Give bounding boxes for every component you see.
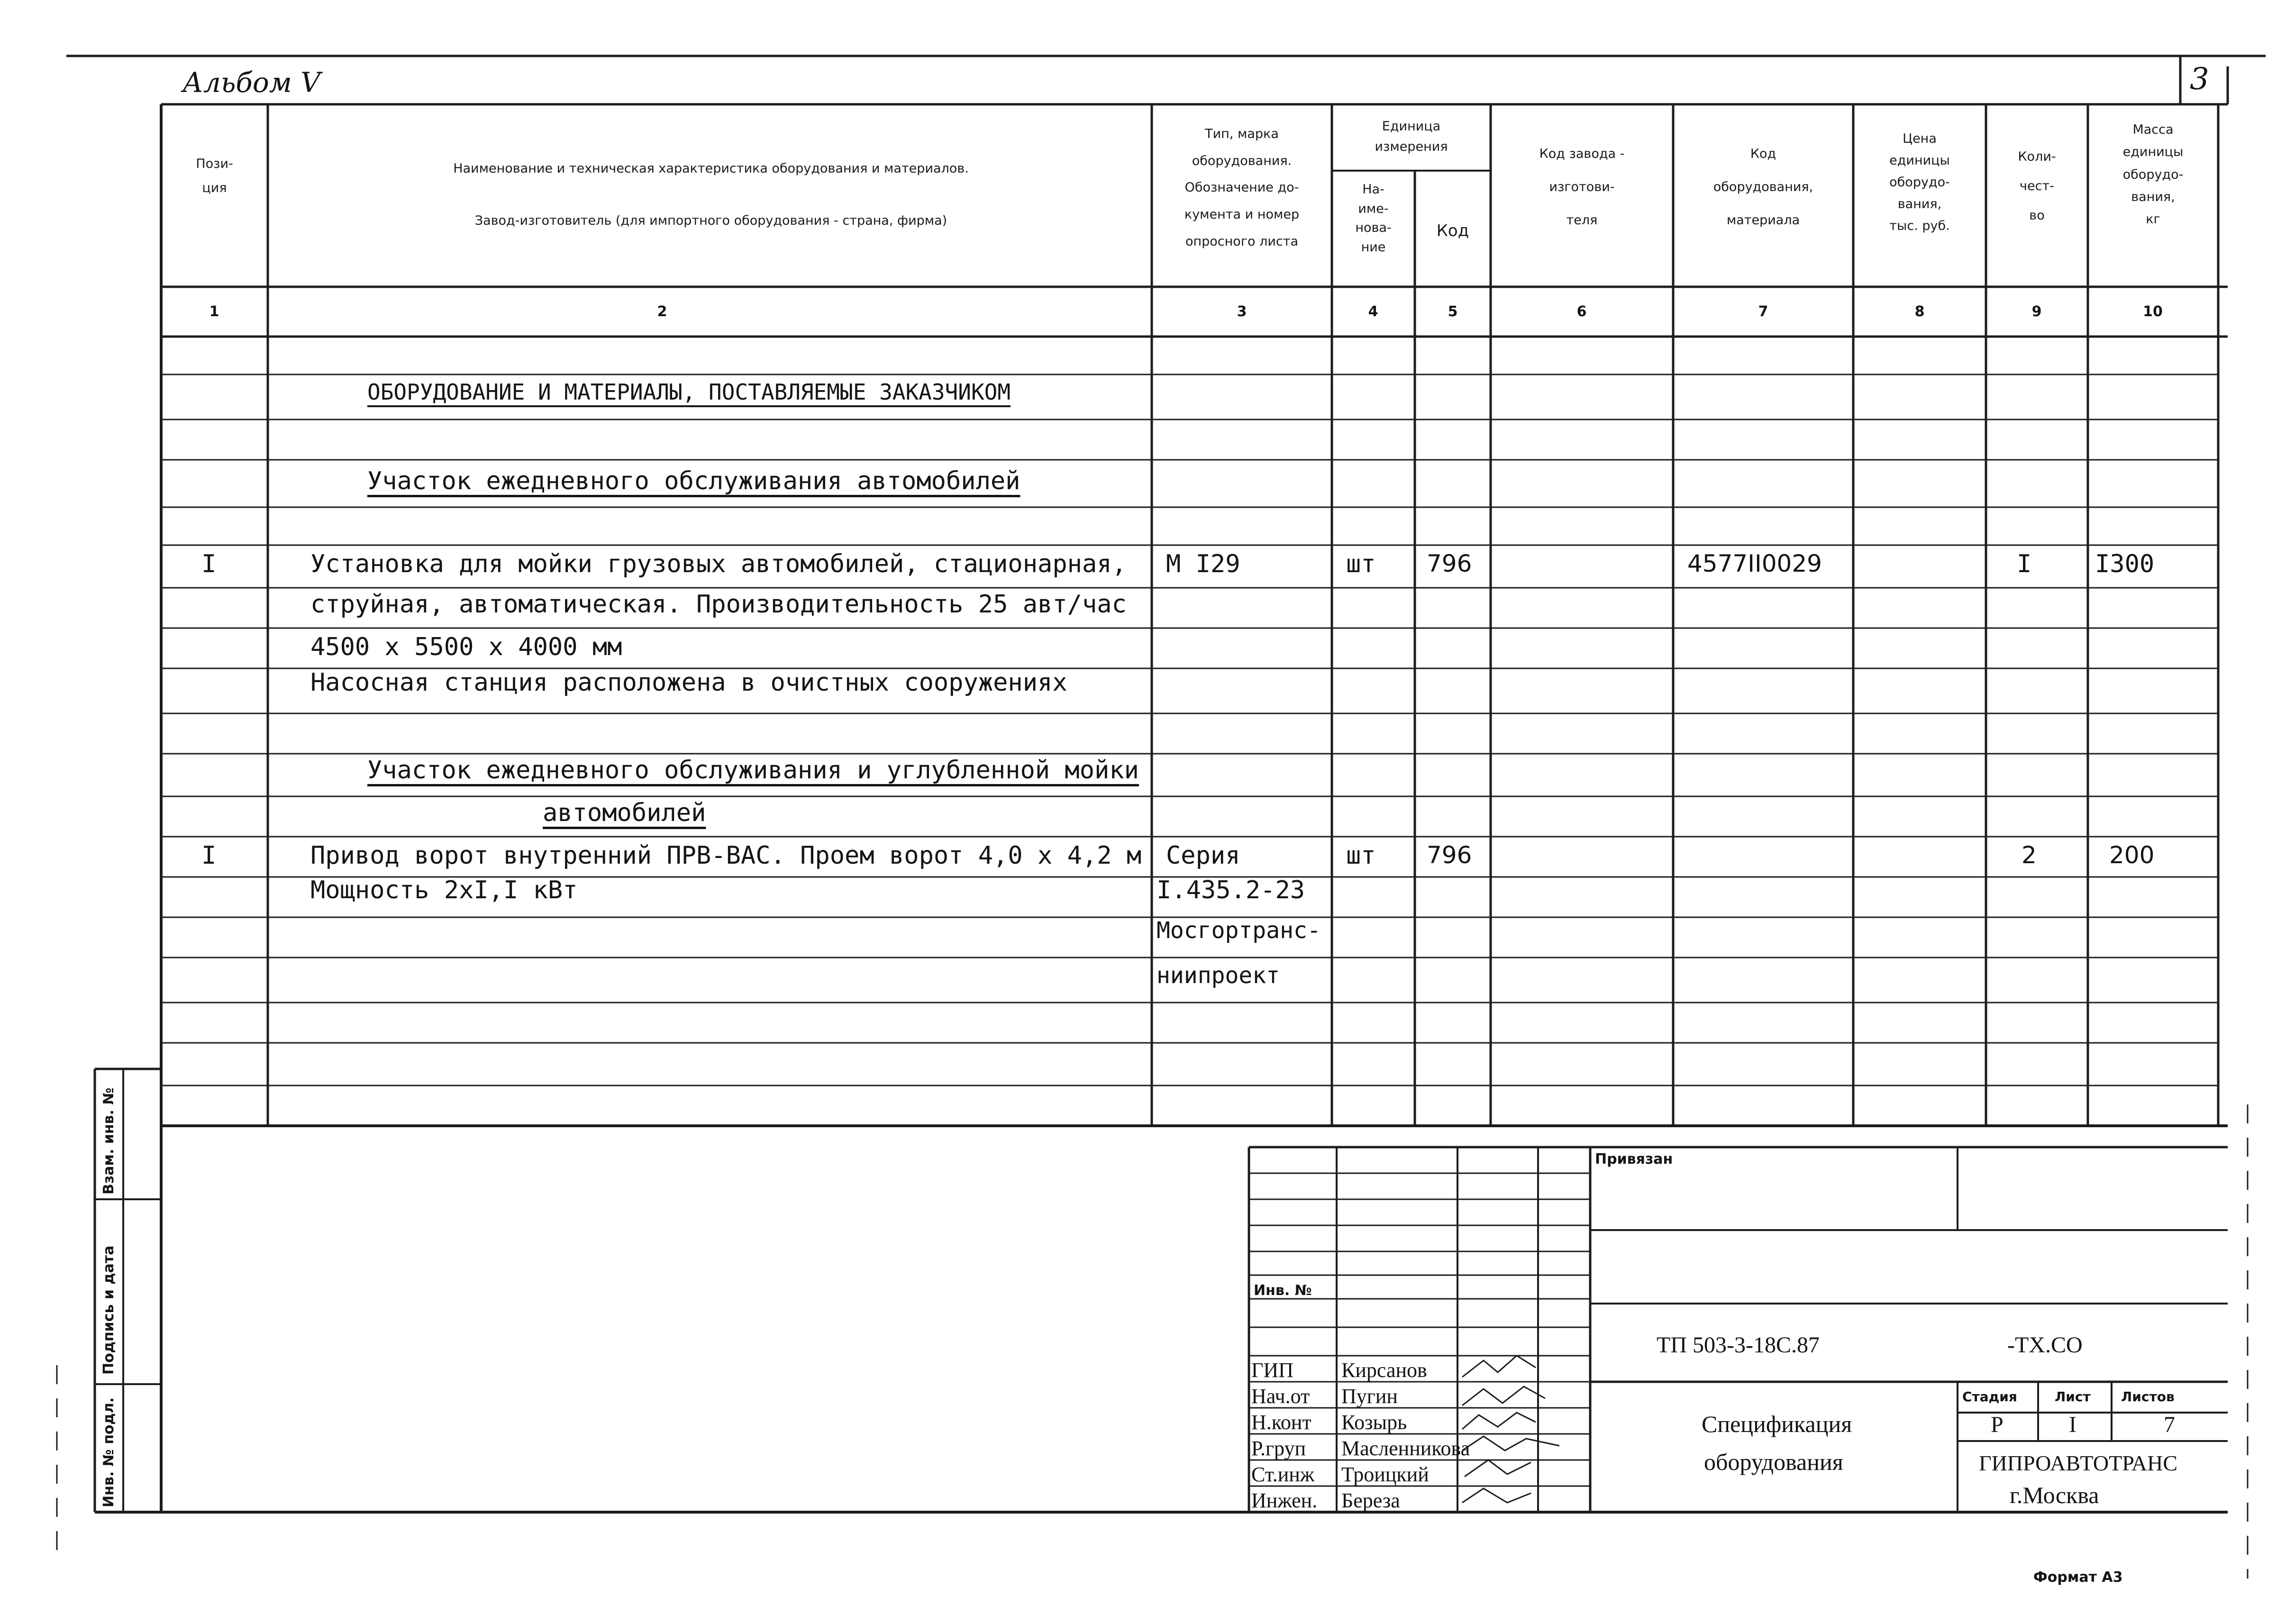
- item-position: I: [201, 550, 217, 578]
- column-number: 2: [657, 303, 667, 320]
- tb-privyazan: Привязан: [1595, 1151, 1673, 1168]
- tb-person-name: Масленникова: [1341, 1437, 1470, 1460]
- column-number: 3: [1237, 303, 1247, 320]
- format-label: Формат А3: [2033, 1569, 2123, 1586]
- header-position: Пози- ция: [196, 156, 233, 196]
- signature-scribble: [1462, 1413, 1536, 1429]
- header-mass: Масса единицы оборудо- вания, кг: [2122, 122, 2184, 227]
- header-unit-name: На- име- нова- ние: [1355, 182, 1392, 255]
- tb-role: Н.конт: [1251, 1411, 1311, 1434]
- album-label: Альбом V: [182, 66, 321, 99]
- tb-person-name: Береза: [1341, 1489, 1400, 1512]
- column-number: 8: [1914, 303, 1925, 320]
- column-number: 10: [2143, 303, 2163, 320]
- header-quantity: Коли- чест- во: [2018, 149, 2056, 223]
- header-price: Цена единицы оборудо- вания, тыс. руб.: [1889, 131, 1950, 233]
- side-stamp-podpis-data: Подпись и дата: [100, 1245, 117, 1375]
- signature-scribble: [1462, 1356, 1536, 1377]
- tb-doc-title-line1: Спецификация: [1702, 1411, 1852, 1437]
- signature-scribble: [1462, 1387, 1545, 1405]
- section-main-title: ОБОРУДОВАНИЕ И МАТЕРИАЛЫ, ПОСТАВЛЯЕМЫЕ ЗАКАЗЧИКОМ: [367, 379, 1011, 405]
- header-maker-code: Код завода - изготови- теля: [1539, 146, 1625, 228]
- signature-scribble: [1462, 1488, 1531, 1503]
- tb-role: Р.груп: [1251, 1437, 1306, 1460]
- item-description-line: Мощность 2xI,I кВт: [310, 876, 578, 904]
- tb-sheet-value: I: [2069, 1412, 2076, 1437]
- section-subtitle-2-cont: автомобилей: [543, 799, 706, 827]
- item-type: Серия: [1166, 841, 1240, 870]
- header-name-line2: Завод-изготовитель (для импортного оборудования - страна, фирма): [474, 213, 947, 228]
- header-name-line1: Наименование и техническая характеристика оборудования и материалов.: [453, 161, 969, 176]
- section-subtitle-2: Участок ежедневного обслуживания и углубленной мойки: [367, 756, 1139, 785]
- tb-doc-suffix: -ТХ.СО: [2007, 1332, 2083, 1358]
- column-number: 7: [1758, 303, 1768, 320]
- side-stamp-vzam-inv: Взам. инв. №: [100, 1087, 117, 1195]
- item-unit-code: 796: [1427, 550, 1472, 577]
- item-unit-code: 796: [1427, 841, 1472, 869]
- sheet-corner-number: 3: [2190, 62, 2209, 97]
- item-mass: 200: [2109, 841, 2155, 869]
- item-position: I: [201, 841, 217, 870]
- item-quantity: 2: [2022, 841, 2037, 869]
- column-number: 6: [1576, 303, 1587, 320]
- tb-role: Инжен.: [1251, 1489, 1318, 1512]
- tb-inv-no: Инв. №: [1254, 1282, 1312, 1299]
- item-unit-name: шт: [1346, 550, 1376, 578]
- tb-role: ГИП: [1251, 1359, 1293, 1382]
- column-number: 4: [1368, 303, 1378, 320]
- item-type: Мосгортранс-: [1157, 917, 1321, 944]
- tb-doc-title-line2: оборудования: [1704, 1449, 1843, 1475]
- tb-person-name: Пугин: [1341, 1385, 1398, 1408]
- item-type: ниипроект: [1157, 962, 1280, 989]
- tb-org-line1: ГИПРОАВТОТРАНС: [1979, 1451, 2178, 1475]
- item-description-line: Насосная станция расположена в очистных сооружениях: [310, 668, 1067, 697]
- tb-person-name: Козырь: [1341, 1411, 1407, 1434]
- header-type: Тип, марка оборудования. Обозначение до- кумента и номер опросного листа: [1184, 127, 1300, 249]
- section-subtitle-1: Участок ежедневного обслуживания автомобилей: [367, 467, 1020, 495]
- tb-role: Ст.инж: [1251, 1463, 1315, 1486]
- column-number: 5: [1448, 303, 1458, 320]
- item-type: М I29: [1166, 550, 1240, 578]
- tb-person-name: Кирсанов: [1341, 1359, 1427, 1382]
- side-stamp-inv-podl: Инв. № подл.: [100, 1397, 117, 1507]
- tb-person-name: Троицкий: [1341, 1463, 1429, 1486]
- item-description-line: струйная, автоматическая. Производительность 25 авт/час: [310, 590, 1127, 619]
- item-mass: I300: [2095, 550, 2155, 578]
- item-description-line: 4500 x 5500 x 4000 мм: [310, 633, 622, 661]
- item-description-line: Установка для мойки грузовых автомобилей, стационарная,: [310, 550, 1127, 578]
- tb-doc-code: ТП 503-3-18С.87: [1657, 1332, 1820, 1358]
- tb-sheet-label: Лист: [2055, 1389, 2091, 1405]
- column-number: 1: [209, 303, 219, 320]
- tb-org-line2: г.Москва: [2010, 1482, 2099, 1508]
- item-type: I.435.2-23: [1157, 876, 1305, 904]
- header-unit-group: Единица измерения: [1375, 119, 1448, 155]
- item-description-line: Привод ворот внутренний ПРВ-ВАС. Проем ворот 4,0 x 4,2 м: [310, 841, 1142, 870]
- item-unit-name: шт: [1346, 841, 1376, 870]
- tb-role: Нач.от: [1251, 1385, 1310, 1408]
- signature-scribble: [1465, 1460, 1531, 1477]
- header-unit-code: Код: [1436, 221, 1469, 240]
- item-quantity: I: [2017, 550, 2032, 578]
- header-equipment-code: Код оборудования, материала: [1713, 146, 1813, 228]
- tb-stage-label: Стадия: [1962, 1389, 2017, 1405]
- signature-scribble: [1462, 1436, 1559, 1451]
- tb-stage-value: Р: [1991, 1412, 2004, 1437]
- tb-sheets-value: 7: [2164, 1412, 2175, 1437]
- tb-sheets-label: Листов: [2121, 1389, 2175, 1405]
- item-equipment-code: 4577II0029: [1687, 550, 1822, 577]
- column-number: 9: [2031, 303, 2042, 320]
